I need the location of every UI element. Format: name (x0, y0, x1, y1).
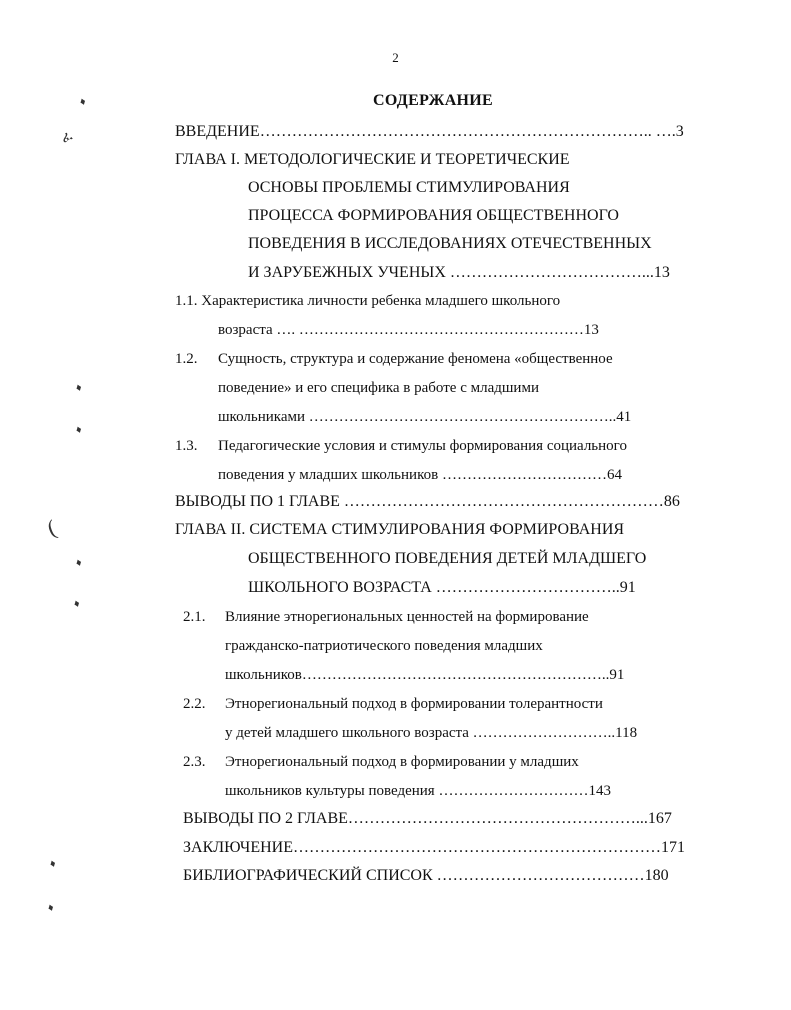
toc-entry-section-2-3: Этнорегиональный подход в формировании у младших (225, 754, 579, 770)
toc-entry-chapter-2-line: ОБЩЕСТВЕННОГО ПОВЕДЕНИЯ ДЕТЕЙ МЛАДШЕГО (248, 550, 647, 567)
scan-mark-icon: ♦ (48, 857, 58, 871)
toc-entry-conclusions-1: ВЫВОДЫ ПО 1 ГЛАВЕ ……………………………………………………86 (175, 493, 680, 510)
scan-mark-icon: ፈ (59, 128, 75, 147)
toc-entry-section-2-2-line: у детей младшего школьного возраста ………………………..118 (225, 725, 638, 741)
scan-mark-icon: ♦ (74, 381, 84, 395)
page-title: СОДЕРЖАНИЕ (372, 92, 494, 109)
toc-entry-conclusions-2: ВЫВОДЫ ПО 2 ГЛАВЕ………………………………………………...167 (183, 810, 672, 827)
toc-section-number: 2.3. (183, 754, 206, 770)
toc-entry-chapter-1-line: ОСНОВЫ ПРОБЛЕМЫ СТИМУЛИРОВАНИЯ (248, 179, 570, 196)
toc-entry-section-1-2: Сущность, структура и содержание феномена «общественное (218, 351, 613, 367)
toc-entry-section-2-3-line: школьников культуры поведения …………………………143 (225, 783, 611, 799)
scan-mark-icon: ( (43, 514, 60, 541)
toc-entry-conclusion: ЗАКЛЮЧЕНИЕ……………………………………………………………171 (183, 839, 685, 856)
scan-mark-icon: ♦ (46, 901, 56, 915)
toc-entry-section-2-2: Этнорегиональный подход в формировании толерантности (225, 696, 603, 712)
toc-entry-section-1-1-line: возраста …. …………………………………………………13 (218, 322, 599, 338)
toc-entry-intro: ВВЕДЕНИЕ……………………………………………………………….. ….3 (175, 123, 684, 140)
toc-entry-section-1-3: Педагогические условия и стимулы формирования социального (218, 438, 627, 454)
toc-entry-section-1-2-line: школьниками ……………………………………………………..41 (218, 409, 632, 425)
scan-mark-icon: ♦ (74, 423, 84, 437)
page-number: 2 (392, 50, 399, 65)
toc-section-number: 2.1. (183, 609, 206, 625)
toc-entry-chapter-1-line: ПРОЦЕССА ФОРМИРОВАНИЯ ОБЩЕСТВЕННОГО (248, 207, 619, 224)
scan-mark-icon: ♦ (78, 95, 88, 109)
toc-section-number: 1.2. (175, 351, 198, 367)
toc-entry-chapter-1: ГЛАВА I. МЕТОДОЛОГИЧЕСКИЕ И ТЕОРЕТИЧЕСКИЕ (175, 151, 570, 168)
toc-entry-section-1-2-line: поведение» и его специфика в работе с младшими (218, 380, 539, 396)
toc-entry-chapter-2: ГЛАВА II. СИСТЕМА СТИМУЛИРОВАНИЯ ФОРМИРОВАНИЯ (175, 521, 625, 538)
scan-mark-icon: ♦ (72, 597, 82, 611)
toc-entry-chapter-1-line: И ЗАРУБЕЖНЫХ УЧЕНЫХ ………………………………...13 (248, 264, 670, 281)
toc-section-number: 1.3. (175, 438, 198, 454)
toc-entry-bibliography: БИБЛИОГРАФИЧЕСКИЙ СПИСОК …………………………………180 (183, 867, 669, 884)
toc-entry-chapter-2-line: ШКОЛЬНОГО ВОЗРАСТА ……………………………..91 (248, 579, 636, 596)
toc-entry-section-1-1: 1.1. Характеристика личности ребенка младшего школьного (175, 293, 561, 309)
toc-entry-chapter-1-line: ПОВЕДЕНИЯ В ИССЛЕДОВАНИЯХ ОТЕЧЕСТВЕННЫХ (248, 235, 652, 252)
toc-entry-section-2-1: Влияние этнорегиональных ценностей на формирование (225, 609, 589, 625)
toc-section-number: 2.2. (183, 696, 206, 712)
toc-entry-section-2-1-line: гражданско-патриотического поведения младших (225, 638, 543, 654)
scan-mark-icon: ♦ (74, 556, 84, 570)
toc-entry-section-1-3-line: поведения у младших школьников ……………………………64 (218, 467, 622, 483)
toc-entry-section-2-1-line: школьников……………………………………………………..91 (225, 667, 625, 683)
